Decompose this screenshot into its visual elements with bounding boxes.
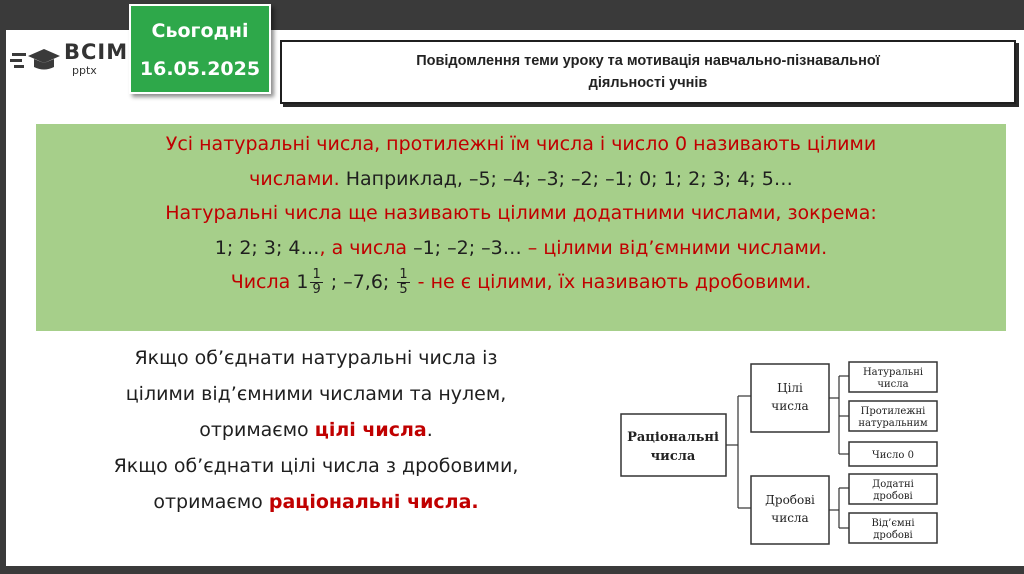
summary-line-5 [36,484,596,520]
fraction-denominator: 9 [312,282,321,297]
summary-line-4: Якщо об’єднати цілі числа з дробовими, [113,455,519,477]
summary-line-2: цілими від’ємними числами та нулем, [125,383,507,405]
rational-numbers-term: раціональні числа. [268,491,479,513]
positive-fractions-label-line-1: Додатні [872,479,914,490]
vsim-logo [10,38,129,82]
fraction-one-fifth [397,268,409,297]
fractional-intro: Числа [230,271,297,293]
fraction-numerator: 1 [399,267,408,282]
integers-term: цілі числа [314,419,427,441]
graduation-cap-icon [10,44,60,74]
rational-numbers-box [621,414,726,476]
rational-label-line-1: Раціональні [627,430,719,445]
integers-label-line-2: числа [771,399,809,413]
integers-box [751,364,829,432]
integers-definition: Усі натуральні числа, протилежні їм числа і число 0 називають цілими [165,133,877,155]
rational-label-line-2: числа [650,449,696,464]
fractional-numbers-box [751,476,829,544]
left-frame-bar [0,0,6,574]
lesson-topic-box [280,40,1016,104]
fractional-examples: ; –7,6; [324,271,396,293]
definition-panel [36,124,1006,331]
lesson-topic-text [348,50,948,94]
fractional-definition: - не є цілими, їх називають дробовими. [411,271,812,293]
negative-fractions-label-line-2: дробові [873,530,913,541]
logo-subtitle: pptx [72,64,97,77]
fraction-numerator: 1 [312,267,321,282]
fractional-label-line-2: числа [771,511,809,525]
natural-label-line-1: Натуральні [862,367,924,378]
definition-line-2 [36,162,1006,197]
classification-tree [605,338,957,556]
definition-line-3 [36,196,1006,231]
topic-line-1: Повідомлення теми уроку та мотивація навчально-пізнавальної [416,53,880,69]
opposite-label-line-1: Протилежні [860,406,926,417]
summary-text [36,340,596,520]
negative-integers-definition: – цілими від’ємними числами. [521,236,828,259]
fraction-one-ninth [310,268,322,297]
logo-title: ВСІМ [64,40,129,64]
fractional-label-line-1: Дробові [765,493,815,507]
summary-line-3 [36,412,596,448]
integers-label-line-1: Цілі [777,381,803,395]
date-value: 16.05.2025 [139,58,261,80]
date-badge [129,4,271,94]
positive-integers-definition: Натуральні числа ще називають цілими додатними числами, зокрема: [165,202,877,224]
negative-integers-example: –1; –2; –3… [413,236,522,259]
summary-prefix: отримаємо [199,419,315,441]
number-classification-diagram [605,338,957,556]
opposite-label-line-2: натуральним [858,418,928,429]
negative-fractions-label-line-1: Від’ємні [871,518,915,529]
zero-label: Число 0 [872,450,914,461]
date-label: Сьогодні [151,20,249,42]
natural-label-line-2: числа [877,379,909,390]
topic-line-2: діяльності учнів [588,75,708,91]
bottom-frame-bar [0,566,1024,574]
fraction-denominator: 5 [399,282,408,297]
definition-line-4 [36,231,1006,266]
integers-example: Наприклад, –5; –4; –3; –2; –1; 0; 1; 2; 3; 4; 5… [339,167,793,190]
positive-fractions-label-line-2: дробові [873,491,913,502]
summary-line-1: Якщо об’єднати натуральні числа із [134,347,498,369]
negative-intro: , а числа [319,236,414,259]
summary-prefix: отримаємо [153,491,269,513]
positive-integers-example: 1; 2; 3; 4… [214,236,320,259]
integers-definition-end: числами. [249,167,340,190]
definition-line-5 [36,265,1006,300]
summary-period: . [426,419,433,441]
mixed-number-whole: 1 [296,271,309,293]
definition-line-1 [36,127,1006,162]
